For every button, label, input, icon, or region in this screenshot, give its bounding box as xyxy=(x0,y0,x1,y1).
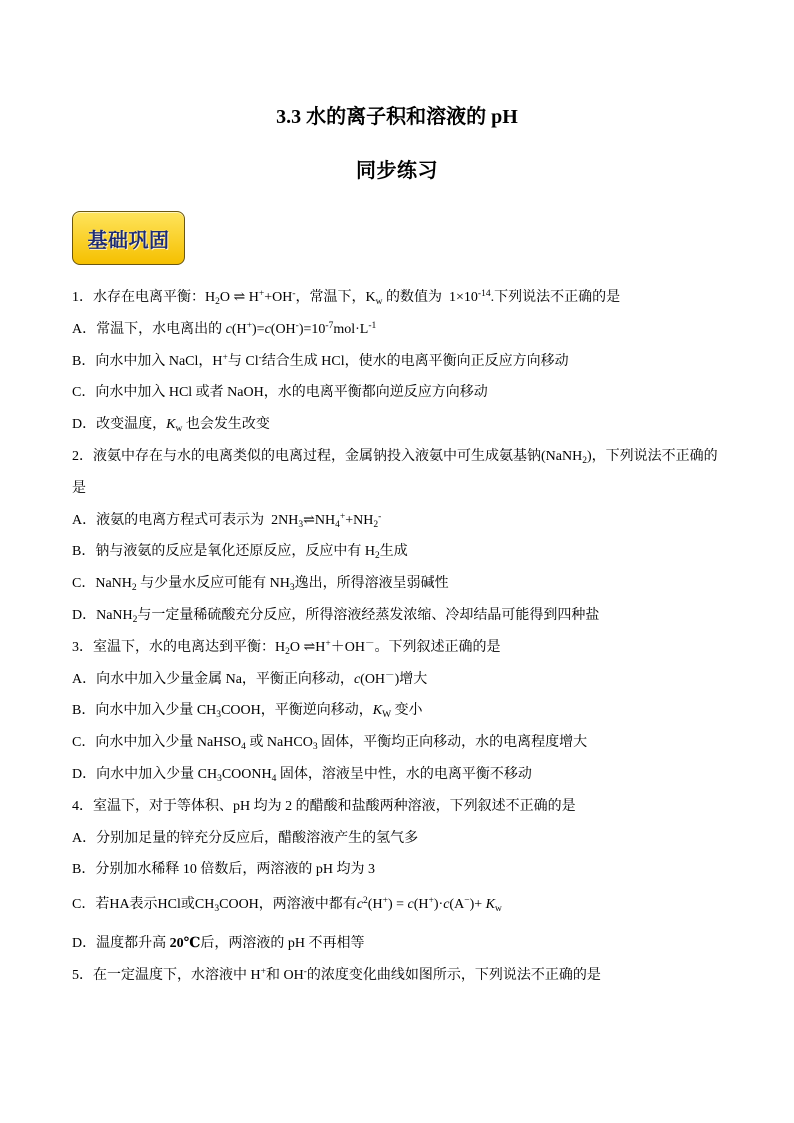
text-run: 固体，溶液呈中性，水的电离平衡不移动 xyxy=(276,766,532,782)
superscript: - xyxy=(292,289,296,300)
superscript: + xyxy=(428,896,434,907)
text-run: COOH，平衡逆向移动， xyxy=(221,703,373,719)
text-run: 或 NaHCO xyxy=(245,735,313,751)
text-run: 。下列叙述正确的是 xyxy=(374,639,501,655)
text-run: B．钠与液氨的反应是氧化还原反应，反应中有 H xyxy=(72,544,375,560)
text-run: A．液氨的电离方程式可表示为 2NH xyxy=(72,512,299,528)
question-2-stem-line xyxy=(72,473,762,505)
question-list xyxy=(72,282,762,992)
section-badge-label: 基础巩固 xyxy=(87,229,170,252)
question-4-stem-line xyxy=(72,791,762,823)
section-badge xyxy=(72,211,185,265)
text-run: 也会发生改变 xyxy=(182,417,270,433)
text-run: C．向水中加入少量 NaHSO xyxy=(72,735,242,751)
subscript: 2 xyxy=(132,615,138,625)
page-title: 3.3 水的离子积和溶液的 pH xyxy=(276,106,518,128)
text-run: (A xyxy=(449,897,465,913)
text-run: A．分别加足量的锌充分反应后，醋酸溶液产生的氢气多 xyxy=(72,830,419,846)
text-run: O ⇌H xyxy=(289,639,326,655)
italic-symbol: K xyxy=(166,417,176,433)
question-1-stem-line xyxy=(72,282,762,314)
superscript: + xyxy=(260,967,266,978)
subscript: w xyxy=(175,424,183,435)
text-run: 后，两溶液的 pH 不再相等 xyxy=(200,936,365,952)
subscript: w xyxy=(494,904,502,915)
text-run: D．温度都升高 xyxy=(72,936,170,952)
page-subtitle: 同步练习 xyxy=(356,160,438,182)
text-run: ) = xyxy=(387,897,408,913)
question-2-option-a xyxy=(72,505,762,537)
superscript: + xyxy=(325,639,331,650)
question-2-option-c xyxy=(72,568,762,600)
question-1 xyxy=(72,282,762,441)
subscript: 2 xyxy=(373,519,379,530)
text-run: )=10 xyxy=(298,321,326,337)
subscript: 2 xyxy=(131,583,137,594)
italic-symbol: c xyxy=(407,897,414,913)
question-3-option-c xyxy=(72,727,762,759)
superscript: - xyxy=(378,511,382,522)
superscript: + xyxy=(258,289,265,300)
superscript: + xyxy=(246,321,252,332)
bold-run: 20℃ xyxy=(169,936,201,952)
text-run: 5．在一定温度下，水溶液中 H xyxy=(72,967,261,983)
subscript: 3 xyxy=(289,583,295,594)
question-2-option-d xyxy=(72,600,762,632)
question-2 xyxy=(72,441,762,632)
question-3-option-b xyxy=(72,695,762,727)
text-run: )+ xyxy=(469,897,486,913)
subscript: 4 xyxy=(271,773,277,784)
text-run: 3．室温下，水的电离达到平衡：H xyxy=(72,639,286,655)
subscript: W xyxy=(382,710,392,721)
text-run: 2．液氨中存在与水的电离类似的电离过程，金属钠投入液氨中可生成氨基钠(NaNH xyxy=(72,448,583,464)
italic-symbol: c xyxy=(443,897,450,913)
italic-symbol: c xyxy=(225,321,232,337)
question-3 xyxy=(72,632,762,791)
text-run: 固体，平衡均正向移动，水的电离程度增大 xyxy=(317,735,588,751)
superscript: -7 xyxy=(325,321,334,332)
text-run: C．向水中加入 HCl 或者 NaOH，水的电离平衡都向逆反应方向移动 xyxy=(72,385,488,401)
question-2-stem-line xyxy=(72,441,762,473)
text-run: 是 xyxy=(72,480,86,496)
text-run: (H xyxy=(413,897,429,913)
superscript: + xyxy=(339,511,346,522)
subscript: 4 xyxy=(335,519,340,530)
question-5 xyxy=(72,960,762,992)
question-4-option-d xyxy=(72,928,762,960)
question-4-option-c xyxy=(72,886,762,924)
text-run: O ⇌ H xyxy=(219,290,259,305)
text-run: ＋OH xyxy=(330,639,365,655)
text-run: ，常温下，K xyxy=(295,290,376,305)
text-run: COOH，两溶液中都有 xyxy=(219,897,357,913)
question-5-stem-line xyxy=(72,960,762,992)
text-run: COONH xyxy=(221,766,272,782)
subscript: 2 xyxy=(582,456,587,467)
text-run: mol·L xyxy=(333,321,369,337)
text-run: (H xyxy=(231,321,247,337)
subscript: 3 xyxy=(214,904,220,915)
text-run: +OH xyxy=(264,290,293,305)
question-3-option-d xyxy=(72,759,762,791)
text-run: 变小 xyxy=(391,703,423,719)
text-run: A．向水中加入少量金属 Na，平衡正向移动， xyxy=(72,671,354,687)
text-run: B．分别加水稀释 10 倍数后，两溶液的 pH 均为 3 xyxy=(72,862,375,878)
text-run: )增大 xyxy=(394,671,428,687)
superscript: -14 xyxy=(477,289,491,300)
superscript: － xyxy=(364,639,375,650)
text-run: 和 OH xyxy=(266,967,304,983)
text-run: (OH xyxy=(360,671,386,687)
italic-symbol: c xyxy=(264,321,271,337)
text-run: C．若HA表示HCl或CH xyxy=(72,897,215,913)
question-2-option-b xyxy=(72,536,762,568)
text-run: 生成 xyxy=(379,544,408,560)
question-1-option-a xyxy=(72,314,762,346)
text-run: )= xyxy=(252,321,265,337)
text-run: D．NaNH xyxy=(72,607,133,623)
subscript: 3 xyxy=(312,742,318,753)
text-run: +NH xyxy=(345,512,374,528)
subscript: 4 xyxy=(241,742,246,753)
question-4 xyxy=(72,791,762,960)
italic-symbol: K xyxy=(485,897,495,913)
text-run: (H xyxy=(367,897,383,913)
superscript: -1 xyxy=(368,321,377,332)
text-run: 的浓度变化曲线如图所示，下列说法不正确的是 xyxy=(306,967,601,983)
text-run: 与少量水反应可能有 NH xyxy=(136,576,290,592)
question-4-option-a xyxy=(72,823,762,855)
text-run: 结合生成 HCl，使水的电离平衡向正反应方向移动 xyxy=(261,353,569,369)
text-run: ⇌NH xyxy=(303,512,336,528)
italic-symbol: c xyxy=(353,671,361,687)
superscript: + xyxy=(222,352,228,363)
subscript: w xyxy=(375,297,383,308)
question-4-option-b xyxy=(72,854,762,886)
subscript: 2 xyxy=(374,551,380,562)
subscript: 2 xyxy=(285,646,290,657)
question-1-option-d xyxy=(72,409,762,441)
italic-symbol: K xyxy=(372,703,383,719)
question-1-option-c xyxy=(72,377,762,409)
text-run: 的数值为 1×10 xyxy=(382,290,478,305)
text-run: A．常温下，水电离出的 xyxy=(72,321,226,337)
superscript: － xyxy=(385,670,395,681)
text-run: (OH xyxy=(270,321,296,337)
text-run: B．向水中加入 NaCl，H xyxy=(72,353,223,369)
text-run: )· xyxy=(433,897,444,913)
text-run: 与一定量稀硫酸充分反应，所得溶液经蒸发浓缩、冷却结晶可能得到四种盐 xyxy=(137,607,600,623)
text-run: .下列说法不正确的是 xyxy=(490,290,621,305)
text-run: C．NaNH xyxy=(72,576,132,592)
text-run: )，下列说法不正确的 xyxy=(586,448,718,464)
superscript: - xyxy=(303,967,307,978)
text-run: D．改变温度， xyxy=(72,417,167,433)
question-1-option-b xyxy=(72,346,762,378)
question-3-option-a xyxy=(72,664,762,696)
superscript: + xyxy=(382,896,388,907)
superscript: - xyxy=(258,352,262,363)
superscript: − xyxy=(464,896,470,907)
italic-symbol: c xyxy=(356,897,364,913)
text-run: D．向水中加入少量 CH xyxy=(72,766,218,782)
text-run: B．向水中加入少量 CH xyxy=(72,703,217,719)
text-run: 逸出，所得溶液呈弱碱性 xyxy=(294,576,449,592)
subscript: 3 xyxy=(217,773,222,784)
superscript: - xyxy=(295,321,299,332)
subscript: 2 xyxy=(215,297,220,308)
subscript: 3 xyxy=(216,710,222,721)
question-3-stem-line xyxy=(72,632,762,664)
superscript: 2 xyxy=(363,896,368,907)
subscript: 3 xyxy=(298,519,304,530)
text-run: 4．室温下，对于等体积、pH 均为 2 的醋酸和盐酸两种溶液，下列叙述不正确的是 xyxy=(72,798,576,814)
text-run: 1．水存在电离平衡：H xyxy=(72,290,216,305)
text-run: 与 Cl xyxy=(227,353,259,369)
